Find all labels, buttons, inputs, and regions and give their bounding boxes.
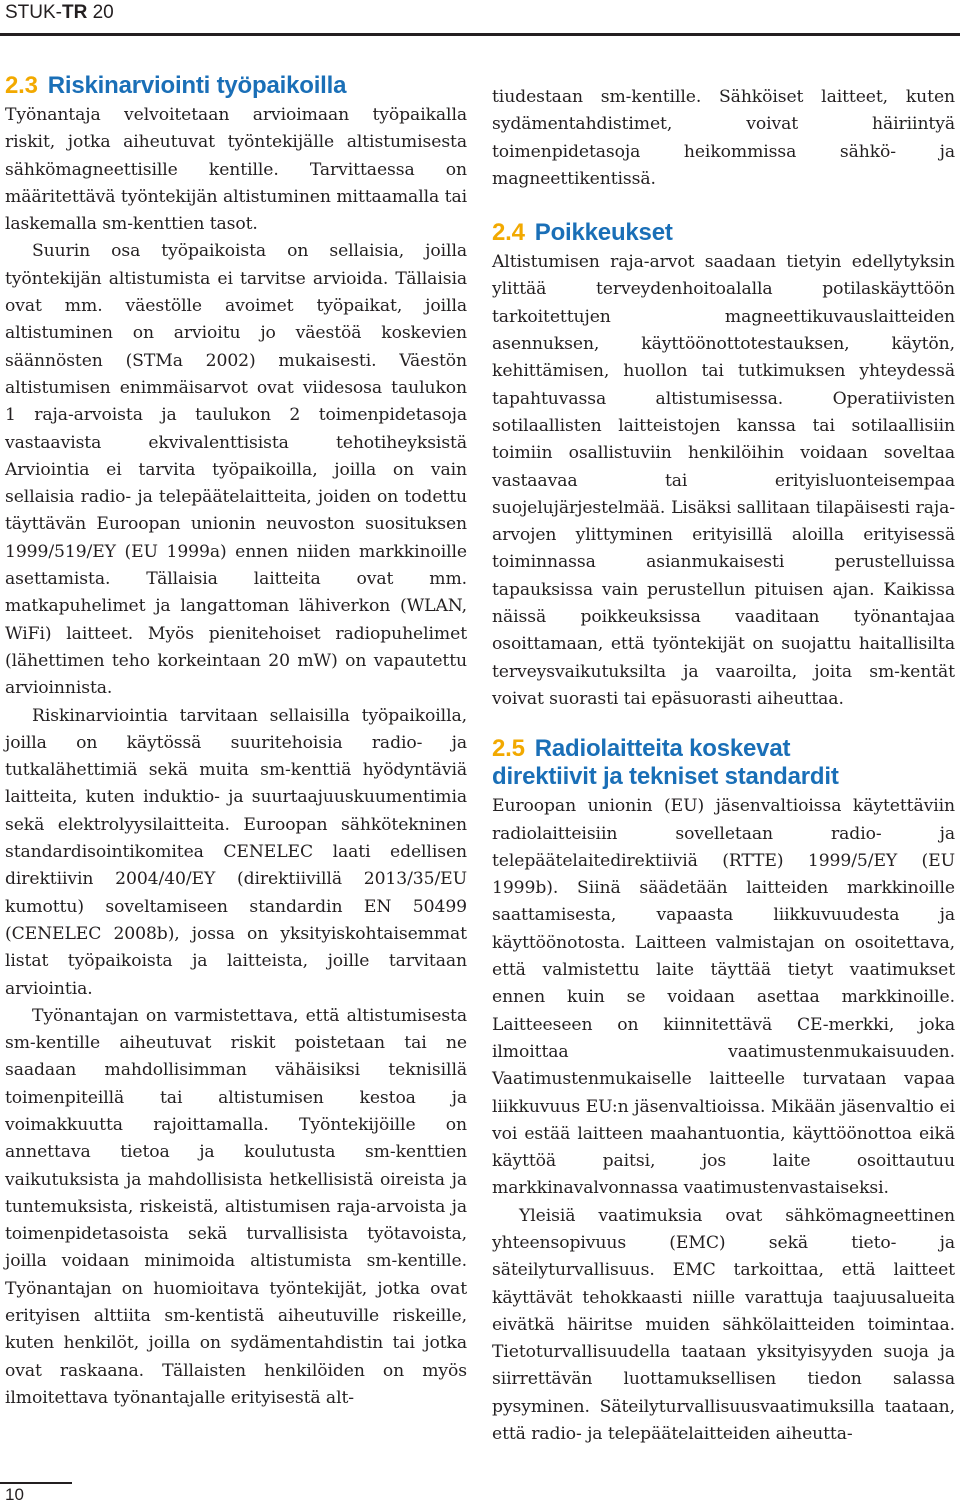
header-number: 20 xyxy=(92,2,114,23)
left-column xyxy=(5,72,467,1412)
paragraph: Työnantaja velvoitetaan arvioimaan työpaikalla riskit, jotka aiheutuvat työntekijälle altistumisesta sähkömagneettisille kentille. Tarvittaessa on määritettävä työntekijän altistuminen mittaamalla tai laskemalla sm-kenttien tasot. xyxy=(5,105,467,235)
right-column xyxy=(492,84,955,1448)
paragraph: Yleisiä vaatimuksia ovat sähkömagneettinen yhteensopivuus (EMC) sekä tieto- ja säteilyturvallisuus. EMC tarkoittaa, että laitteet käyttävät tehokkaasti niille varattuja taajuusalueita eivätkä häiritse muiden sähkölaitteiden toimintaa. Tietoturvallisuudella taataan yksityisyyden suoja ja siirrettävän luottamuksellisen tiedon salassa pysyminen. Säteilyturvallisuusvaatimuksilla taataan, että radio- ja telepäätelaitteiden aiheutta- xyxy=(492,1205,955,1445)
section-heading-2-5 xyxy=(492,735,955,791)
section-number: 2.5 xyxy=(492,735,525,763)
paragraph: Riskinarviointia tarvitaan sellaisilla työpaikoilla, joilla on käytössä suuritehoisia radio- ja tutkalähettimiä sekä muita sm-kenttiä hyödyntäviä laitteita, kuten induktio- ja suurtaajuuskuumentimia sekä elektrolyysilaitteita. Euroopan sähkötekninen standardisointikomitea CENELEC laati edellisen direktiivin 2004/40/EY (direktiivillä 2013/35/EU kumottu) soveltamiseen standardin EN 50499 (CENELEC 2008b), jossa on yksityiskohtaisemmat listat työpaikoista ja laitteista, joille tarvitaan arviointia. xyxy=(5,705,467,999)
paragraph: Työnantajan on varmistettava, että altistumisesta sm-kentille aiheutuvat riskit poistetaan tai ne saadaan mahdollisimman vähäisiksi teknisillä toimenpiteillä tai altistumisen kestoa ja voimakkuutta rajoittamalla. Työntekijöille on annettava tietoa ja koulutusta sm-kenttien vaikutuksista ja mahdollisista hetkellisistä oireista ja tuntemuksista, riskeistä, altistumisen raja-arvoista ja toimenpidetasoista sekä turvallisista työtavoista, joilla voidaan minimoida altistumista sm-kentille. Työnantajan on huomioitava työntekijät, jotka ovat erityisen alttiita sm-kentistä aiheutuville riskeille, kuten henkilöt, joilla on sydämentahdistin tai jotka ovat raskaana. Tällaisten henkilöiden on myös ilmoitettava työnantajalle erityisestä alt- xyxy=(5,1005,467,1408)
section-number: 2.4 xyxy=(492,219,525,247)
section-heading-2-3 xyxy=(5,72,467,100)
section-title-line2: direktiivit ja tekniset standardit xyxy=(492,763,839,791)
header-series: TR xyxy=(62,2,88,23)
paragraph: Euroopan unionin (EU) jäsenvaltioissa käytettäviin radiolaitteisiin sovelletaan radio- ja telepäätelaitedirektiiviä (RTTE) 1999/5/EY (EU 1999b). Siinä säädetään laitteiden markkinoille saattamisesta, vapaasta liikkuvuudesta ja käyttöönotosta. Laitteen valmistajan on osoitettava, että valmistettu laite täyttää tietyt vaatimukset ennen kuin se voidaan asettaa markkinoille. Laitteeseen on kiinnitettävä CE-merkki, joka ilmoittaa vaatimustenmukaisuuden. Vaatimustenmukaiselle laitteelle turvataan vapaa liikkuvuus EU:n jäsenvaltioissa. Mikään jäsenvaltio ei voi estää laitteen maahantuontia, käyttöönottoa eikä käyttöä paitsi, jos laite osoittautuu markkinavalvonnassa vaatimustenvastaiseksi. xyxy=(492,796,955,1199)
header-prefix: STUK- xyxy=(5,2,62,23)
footer-rule xyxy=(0,1482,72,1484)
report-header xyxy=(5,2,114,24)
header-rule xyxy=(0,33,960,36)
section-title: Riskinarviointi työpaikoilla xyxy=(47,72,347,99)
paragraph: Altistumisen raja-arvot saadaan tietyin edellytyksin ylittää terveydenhoitoalalla potilaskäyttöön tarkoitettujen magneettikuvauslaitteiden asennuksen, käyttöönottotestauksen, käytön, kehittämisen, huollon tai tutkimuksen yhteydessä tapahtuvassa altistumisessa. Operatiivisten sotilaallisten laitteistojen kanssa tai sotilaallisiin toimiin osallistuviin henkilöihin voidaan soveltaa vastaavaa tai erityisluonteisempaa suojelujärjestelmää. Lisäksi sallitaan tilapäisesti raja-arvojen ylittyminen erityisillä aloilla erityisessä toiminnassa asianmukaisesti perustelluissa tapauksissa vain perustellun pituisen ajan. Kaikissa näissä poikkeuksissa vaaditaan työnantajaa osoittamaan, että työntekijät on suojattu haitallisilta terveysvaikutuksilta ja vaaroilta, joita sm-kentät voivat suorasti tai epäsuorasti aiheuttaa. xyxy=(492,252,955,709)
paragraph: Suurin osa työpaikoista on sellaisia, joilla työntekijän altistumista ei tarvitse arvioida. Tällaisia ovat mm. väestölle avoimet työpaikat, joilla altistuminen on arvioitu jo väestöä koskevien säännösten (STMa 2002) mukaisesti. Väestön altistumisen enimmäisarvot ovat viidesosa taulukon 1 raja-arvoista ja taulukon 2 toimenpidetasoja vastaavista ekvivalenttisista tehotiheyksistä Arviointia ei tarvita työpaikoilla, joilla on vain sellaisia radio- ja telepäätelaitteita, joiden on todettu täyttävän Euroopan unionin neuvoston suosituksen 1999/519/EY (EU 1999a) ennen niiden markkinoille asettamista. Tällaisia laitteita ovat mm. matkapuhelimet ja langattoman lähiverkon (WLAN, WiFi) laitteet. Myös pienitehoiset radiopuhelimet (lähettimen teho korkeintaan 20 mW) on vapautettu arvioinnista. xyxy=(5,241,467,699)
section-number: 2.3 xyxy=(5,72,38,99)
section-heading-2-4 xyxy=(492,219,955,247)
paragraph-continuation: tiudestaan sm-kentille. Sähköiset laitteet, kuten sydämentahdistimet, voivat häiriintyä toimenpidetasoja heikommissa sähkö- ja magneettikentissä. xyxy=(492,87,955,189)
page-number: 10 xyxy=(5,1485,24,1504)
section-title-line1: Radiolaitteita koskevat xyxy=(534,735,791,763)
section-title: Poikkeukset xyxy=(534,219,673,247)
